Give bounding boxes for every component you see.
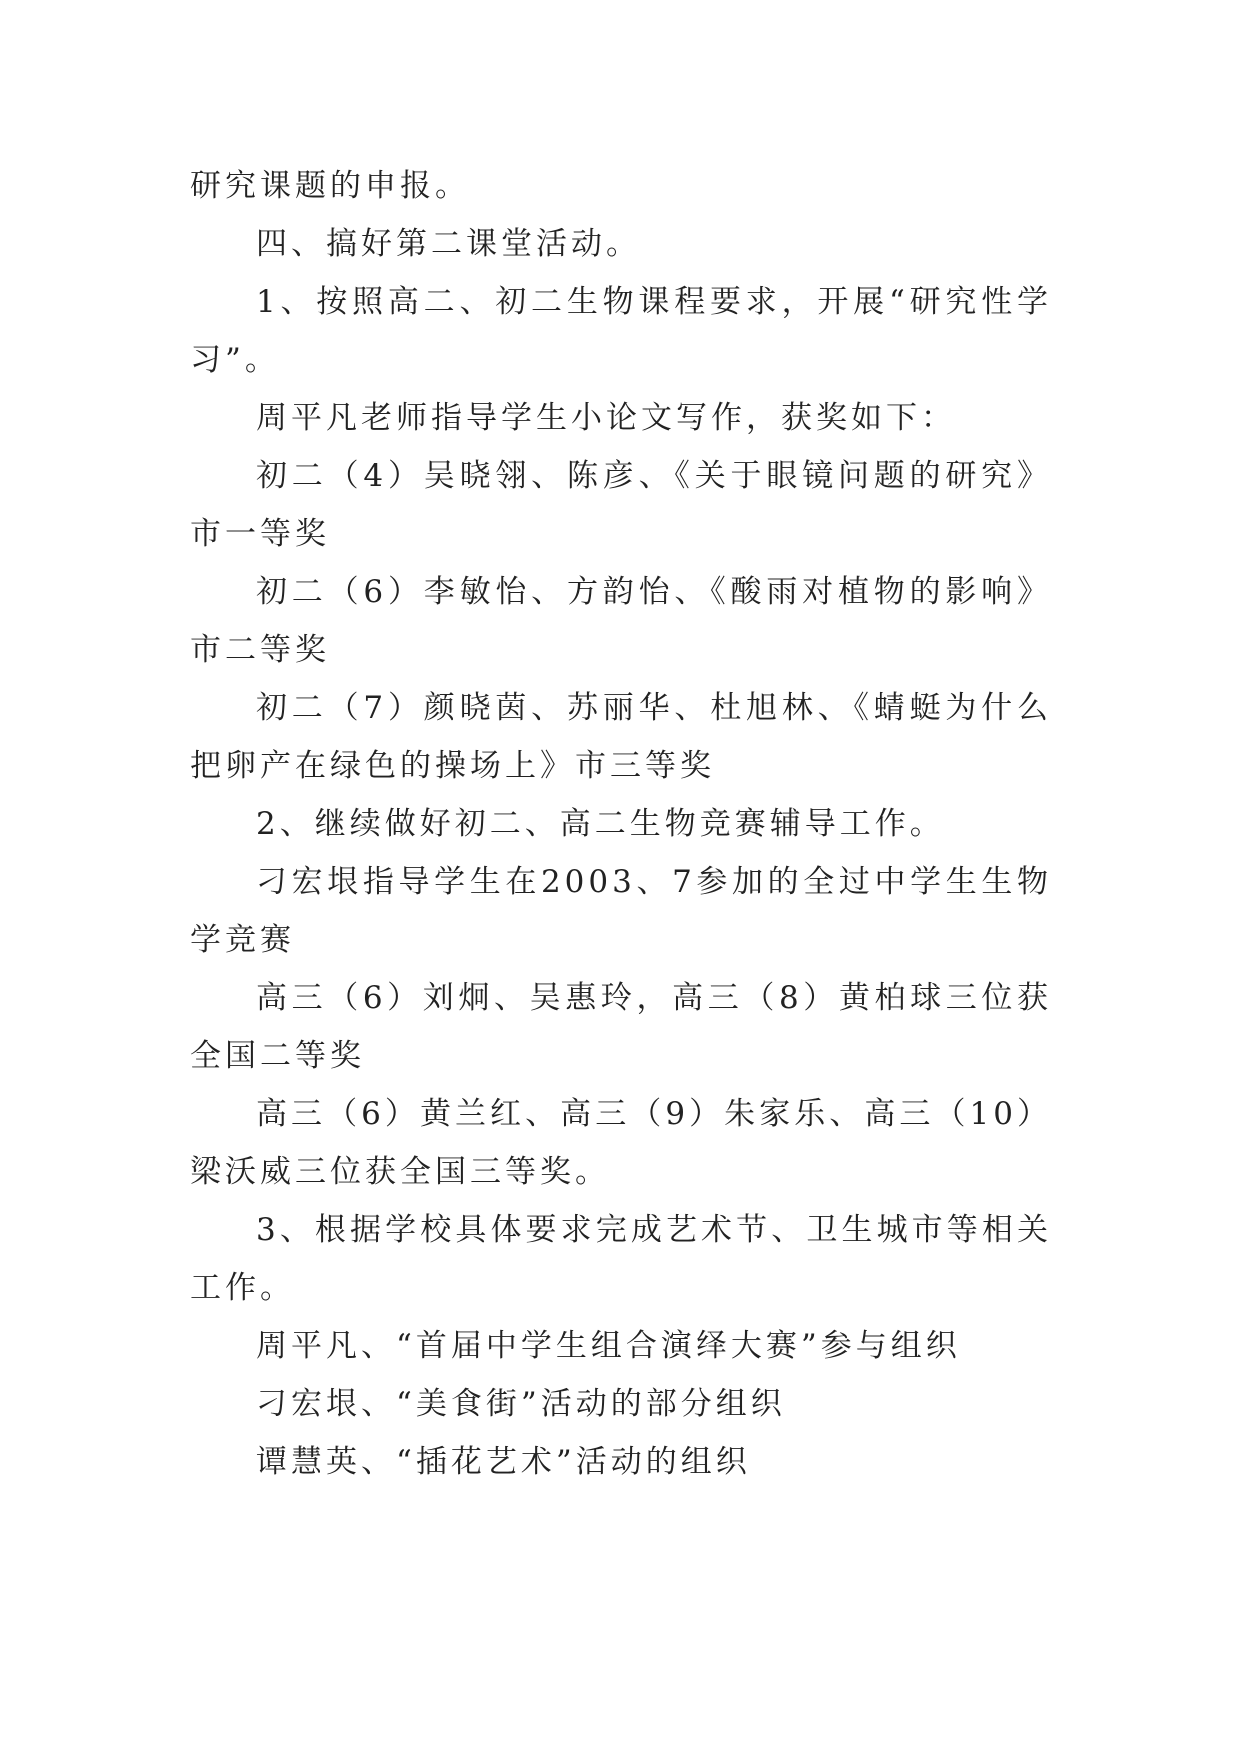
paragraph-research-topic: 研究课题的申报。 <box>190 168 470 204</box>
activity-entry: 周平凡、“首届中学生组合演绎大赛”参与组织 <box>256 1328 961 1364</box>
document-body <box>190 157 1052 1491</box>
paragraph-item-1: 1、按照高二、初二生物课程要求，开展“研究性学习”。 <box>190 284 1052 378</box>
award-entry: 初二（6）李敏怡、方韵怡、《酸雨对植物的影响》市二等奖 <box>190 574 1052 668</box>
award-entry: 初二（7）颜晓茵、苏丽华、杜旭林、《蜻蜓为什么把卵产在绿色的操场上》市三等奖 <box>190 690 1052 784</box>
activity-entry: 刁宏垠、“美食街”活动的部分组织 <box>256 1386 786 1422</box>
paragraph-competition-intro: 刁宏垠指导学生在2003、7参加的全过中学生生物学竞赛 <box>190 864 1052 958</box>
activity-entry: 谭慧英、“插花艺术”活动的组织 <box>256 1444 751 1480</box>
paragraph-paper-awards-intro: 周平凡老师指导学生小论文写作，获奖如下： <box>256 400 956 436</box>
award-entry: 初二（4）吴晓翎、陈彦、《关于眼镜问题的研究》市一等奖 <box>190 458 1052 552</box>
paragraph-item-3: 3、根据学校具体要求完成艺术节、卫生城市等相关工作。 <box>190 1212 1052 1306</box>
section-heading-second-classroom: 四、搞好第二课堂活动。 <box>256 226 641 262</box>
paragraph-item-2: 2、继续做好初二、高二生物竞赛辅导工作。 <box>256 806 945 842</box>
award-entry: 高三（6）刘炯、吴惠玲，高三（8）黄柏球三位获全国二等奖 <box>190 980 1052 1074</box>
award-entry: 高三（6）黄兰红、高三（9）朱家乐、高三（10）梁沃威三位获全国三等奖。 <box>190 1096 1052 1190</box>
